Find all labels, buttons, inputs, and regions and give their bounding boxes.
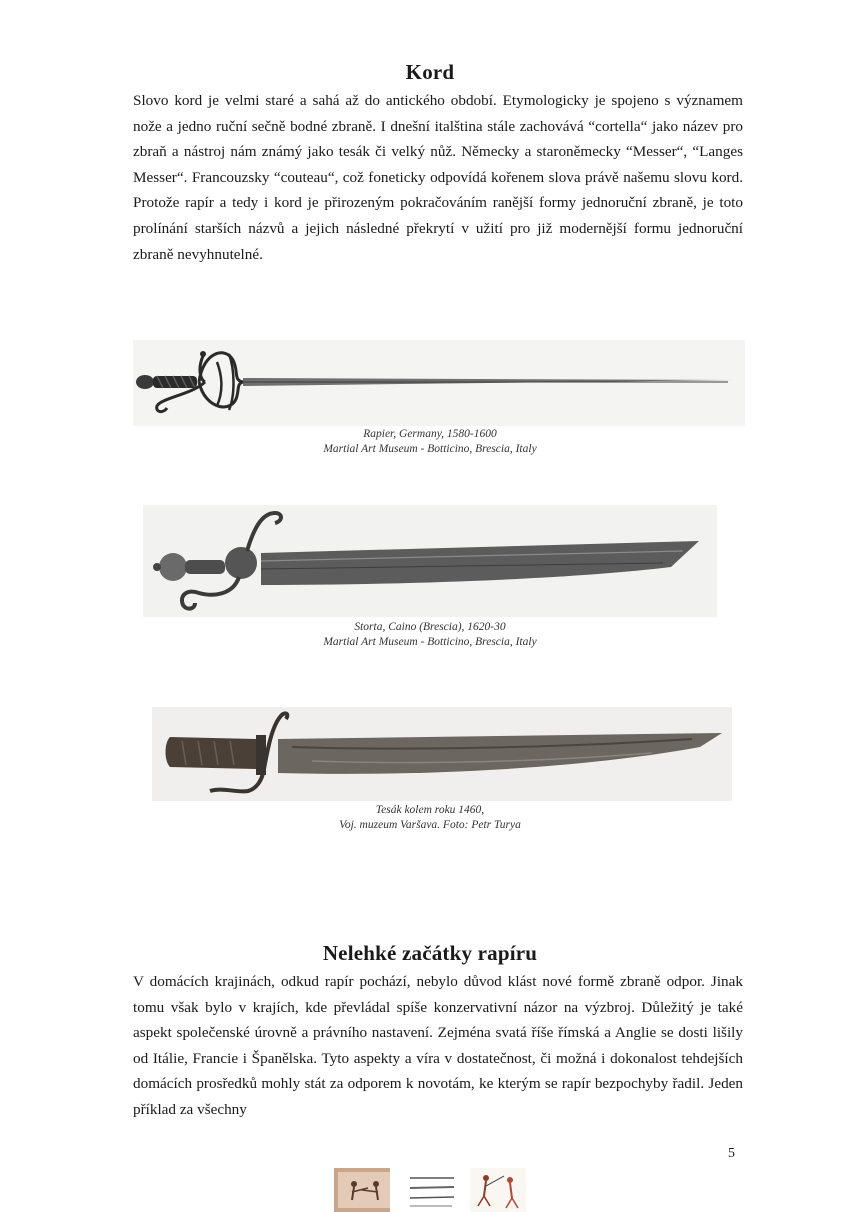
fencing-figures-thumbnail-icon [470,1168,526,1212]
page-number: 5 [728,1146,735,1161]
tesak-sword-icon [152,707,732,801]
caption-line: Rapier, Germany, 1580-1600 [363,428,497,440]
footer-thumbnail-fencing-figures[interactable] [470,1168,526,1212]
footer-thumbnail-swords[interactable] [404,1168,460,1212]
figure-tesak [0,707,860,837]
section-title-kord: Kord [405,60,455,84]
figure-storta [0,505,860,655]
caption-line: Martial Art Museum - Botticino, Brescia, Italy [323,636,537,648]
figure-rapier [0,340,860,460]
section-body-nelehke-zacatky-rapiru: V domácích krajinách, odkud rapír pochází, nebylo důvod klást nové formě zbraně odpor. Jinak tomu však bylo v krajích, kde převládal spíše konzervativní názor na výzbroj. Důležitý je také aspekt společenské úrovně a právního nastavení. Zejména svatá říše římská a Anglie se dosti lišily od Itálie, Francie i Španělska. Tyto aspekty a víra v dostatečnost, či možná i dokonalost tehdejších domácích prosředků mohly stát za odporem k novotám, ke kterým se rapír bezpochyby řadil. Jeden příklad za všechny [133,973,743,1118]
figure-caption-storta [0,620,860,650]
footer-thumbnail-fencers[interactable] [334,1168,390,1212]
swords-thumbnail-icon [404,1168,460,1212]
caption-line: Voj. muzeum Varšava. Foto: Petr Turya [339,819,521,831]
figure-caption-rapier [0,427,860,457]
section-title-nelehke-zacatky-rapiru: Nelehké začátky rapíru [322,941,538,965]
storta-sword-icon [143,505,717,617]
fencers-thumbnail-icon [334,1168,390,1212]
caption-line: Martial Art Museum - Botticino, Brescia, Italy [323,443,537,455]
rapier-icon [133,340,745,426]
caption-line: Storta, Caino (Brescia), 1620-30 [354,621,506,633]
caption-line: Tesák kolem roku 1460, [375,804,485,816]
figure-caption-tesak [0,803,860,833]
section-body-kord: Slovo kord je velmi staré a sahá až do antického období. Etymologicky je spojeno s významem nože a jedno ruční sečně bodné zbraně. I dnešní italština stále zachovává “cortella“ jako název pro zbraň a nástroj nám známý jako tesák či velký nůž. Německy a staroněmecky “Messer“, “Langes Messer“. Francouzsky “couteau“, což foneticky odpovídá kořenem slova právě našemu slovu kord. Protože rapír a tedy i kord je přirozeným pokračováním ranější formy jednoruční zbraně, je toto prolínání starších názvů a jejich následné překrytí v užití pro již modernější formu jednoruční zbraně nevyhnutelné. [133,92,743,263]
